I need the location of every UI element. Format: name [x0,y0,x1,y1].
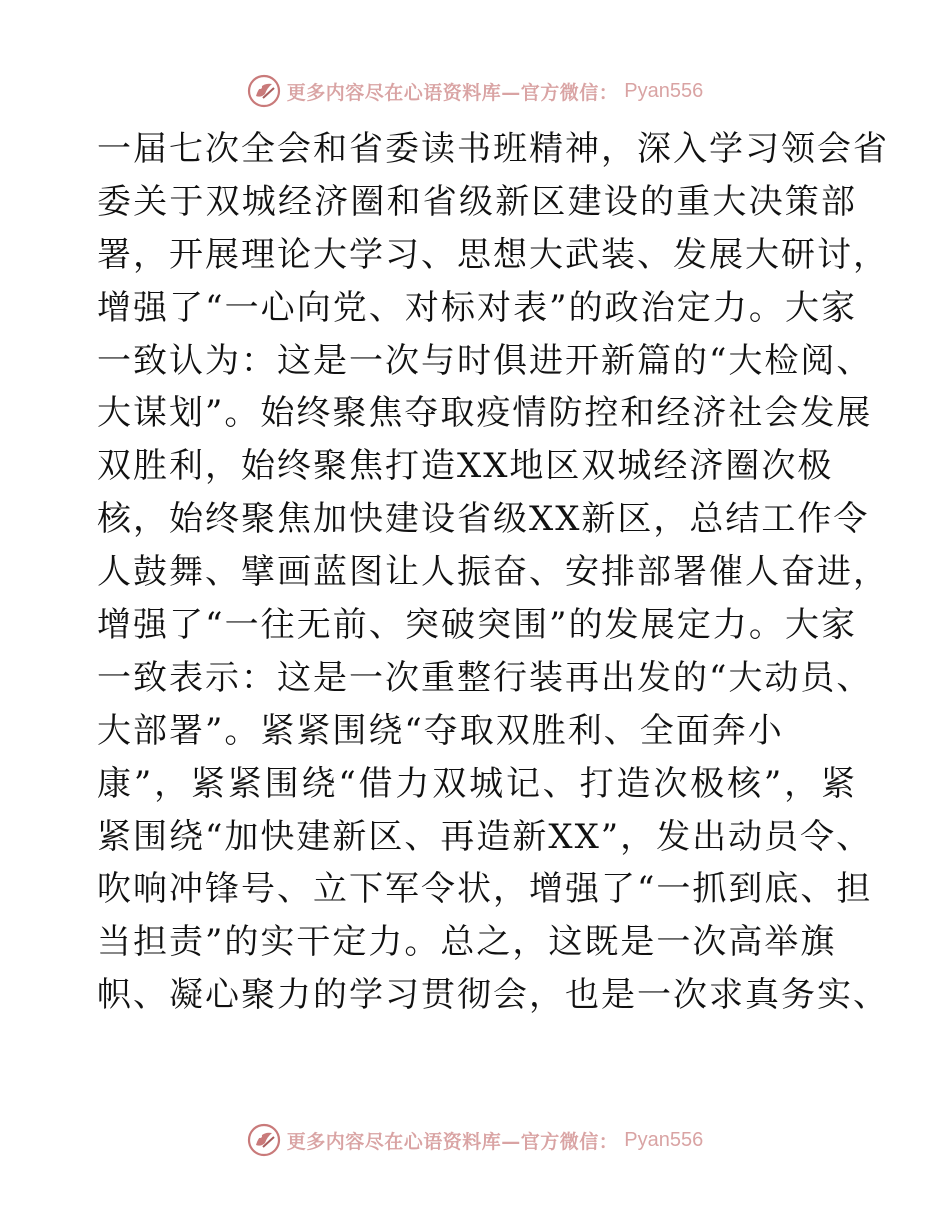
body-line: 署，开展理论大学习、思想大武装、发展大研讨， [97,234,889,275]
body-line: 一届七次全会和省委读书班精神，深入学习领会省 [97,129,889,169]
body-line: 康”，紧紧围绕“借力双城记、打造次极核”，紧 [97,763,857,804]
wechat-logo-icon [247,1123,281,1157]
watermark-text: 更多内容尽在心语资料库—官方微信： [286,1130,619,1153]
document-body [97,123,889,1022]
body-line: 大部署”。紧紧围绕“夺取双胜利、全面奔小 [97,710,784,751]
wechat-logo-icon [247,74,281,108]
body-line: 帜、凝心聚力的学习贯彻会，也是一次求真务实、 [97,975,889,1016]
footer-watermark [0,1120,950,1160]
body-line: 核，始终聚焦加快建设省级XX新区，总结工作令 [97,499,870,540]
body-line: 吹响冲锋号、立下军令状，增强了“一抓到底、担 [97,869,873,910]
watermark-id: Pyan556 [624,1128,704,1151]
body-line: 一致认为：这是一次与时俱进开新篇的“大检阅、 [97,340,873,381]
watermark-text: 更多内容尽在心语资料库—官方微信： [286,81,619,104]
body-line: 增强了“一往无前、突破突围”的发展定力。大家 [97,605,857,646]
watermark-id: Pyan556 [624,79,704,102]
body-line: 紧围绕“加快建新区、再造新XX”，发出动员令、 [97,816,873,857]
body-line: 人鼓舞、擘画蓝图让人振奋、安排部署催人奋进， [97,552,889,593]
body-line: 一致表示：这是一次重整行装再出发的“大动员、 [97,657,873,698]
body-line: 当担责”的实干定力。总之，这既是一次高举旗 [97,922,837,963]
body-line: 增强了“一心向党、对标对表”的政治定力。大家 [97,287,857,328]
header-watermark [0,71,950,111]
body-line: 双胜利，始终聚焦打造XX地区双城经济圈次极 [97,446,834,487]
body-line: 大谋划”。始终聚焦夺取疫情防控和经济社会发展 [97,393,873,434]
body-line: 委关于双城经济圈和省级新区建设的重大决策部 [97,181,857,222]
